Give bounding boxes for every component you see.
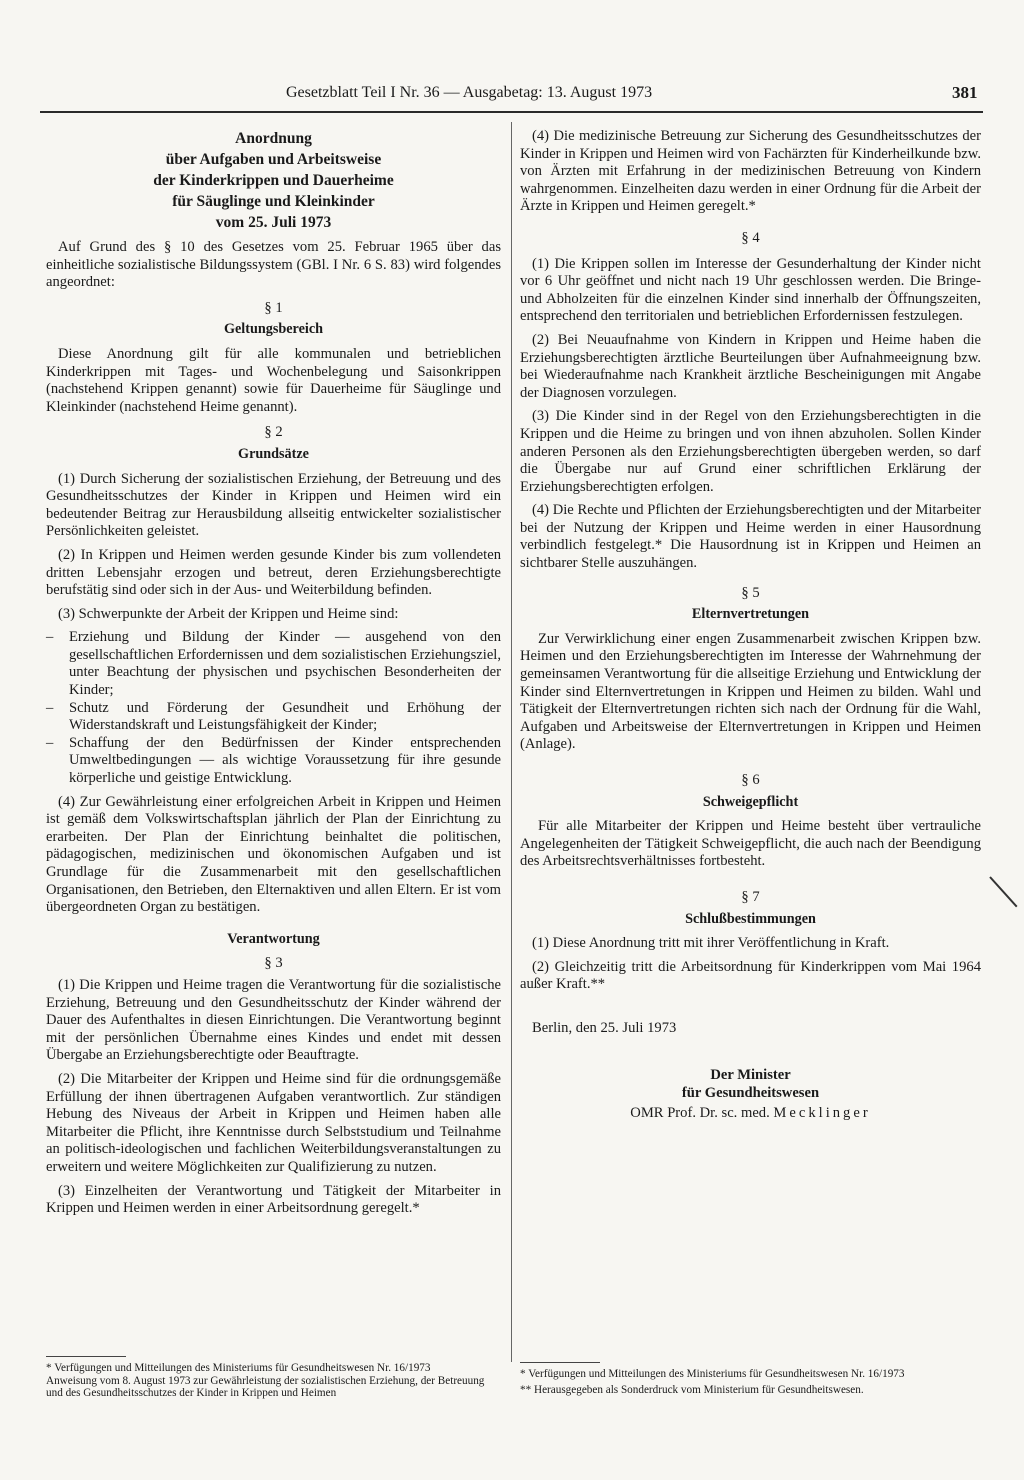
column-divider <box>511 122 512 1362</box>
section-2-heading: Grundsätze <box>238 445 309 462</box>
page-number: 381 <box>952 83 978 102</box>
section-4-paragraph-4: (4) Die Rechte und Pflichten der Erziehungsberechtigten und der Mitarbeiter bei der Nutzung der Krippen und Heime werden in einer Hausordnung verbindlich festgelegt.* Die Hausordnung ist in Krippen und Heimen an sichtbarer Stelle auszuhängen. <box>520 502 981 572</box>
list-item: – Schaffung der den Bedürfnissen der Kinder entsprechenden Umweltbedingungen — als wichtige Voraussetzung für ihre gesunde körperliche und geistige Entwicklung. <box>46 735 501 788</box>
section-2-list <box>46 629 501 787</box>
place-and-date: Berlin, den 25. Juli 1973 <box>532 1019 677 1036</box>
title-line-3: der Kinderkrippen und Dauerheime <box>153 172 394 189</box>
margin-mark <box>989 876 1017 907</box>
section-1-text: Diese Anordnung gilt für alle kommunalen und betrieblichen Kinderkrippen mit Tages- und Wochenbelegung und Saisonkrippen (nachstehend Krippen genannt) sowie für Dauerheime für Säuglinge und Kleinkinder (nachstehend Heime genannt). <box>46 345 501 415</box>
section-2-paragraph-1: (1) Durch Sicherung der sozialistischen Erziehung, der Betreuung und des Gesundheitsschutzes der Kinder in Krippen und Heimen wird ein bedeutender Beitrag zur Herausbildung allseitig entwickelter sozialistischer Persönlichkeiten geleistet. <box>46 470 501 540</box>
list-item: – Erziehung und Bildung der Kinder — ausgehend von den gesellschaftlichen Erfordernissen und dem sozialistischen Erziehungsziel, unter Beachtung der physischen und psychischen Besonderheiten der Kinder; <box>46 629 501 699</box>
section-2-paragraph-2: (2) In Krippen und Heimen werden gesunde Kinder bis zum vollendeten dritten Lebensjahr erzogen und betreut, deren Erziehungsberechtigte berufstätig sind oder sich in der Aus- und Weiterbildung befinden. <box>46 546 501 599</box>
document-title <box>46 128 501 233</box>
running-header: Gesetzblatt Teil I Nr. 36 — Ausgabetag: 13. August 1973 <box>286 84 653 101</box>
section-4-paragraph-2: (2) Bei Neuaufnahme von Kindern in Krippen und Heime haben die Erziehungsberechtigten ärztliche Beurteilungen über Aufnahmeeignung bzw. bei Wiederaufnahme nach Krankheit ärztliche Bescheinigungen mit Angabe der Diagnosen vorzulegen. <box>520 331 981 401</box>
section-3-paragraph-1: (1) Die Krippen und Heime tragen die Verantwortung für die sozialistische Erziehung, Betreuung und den Gesundheitsschutz der Kinder während der Dauer des Aufenthaltes in diesen Einrichtungen. Die Verantwortung beginnt mit der persönlichen Übernahme eines Kindes und endet mit dessen Übergabe an Erziehungsberechtigte oder Beauftragte. <box>46 976 501 1064</box>
header-rule <box>40 111 983 113</box>
title-line-2: über Aufgaben und Arbeitsweise <box>165 151 382 168</box>
section-7-number: § 7 <box>741 888 760 905</box>
section-3-paragraph-4: (4) Die medizinische Betreuung zur Sicherung des Gesundheitsschutzes der Kinder in Krippen und Heimen wird von Fachärzten für Kinderheilkunde bzw. von Ärzten mit Erfahrung in der medizinischen Betreuung von Kindern wahrgenommen. Einzelheiten dazu werden in einer Ordnung für die Arbeit der Ärzte in Krippen und Heimen geregelt.* <box>520 128 981 215</box>
office-title-line-2: für Gesundheitswesen <box>681 1084 820 1101</box>
section-3-paragraph-3: (3) Einzelheiten der Verantwortung und Tätigkeit der Mitarbeiter in Krippen und Heimen werden in einer Arbeitsordnung geregelt.* <box>46 1182 501 1217</box>
preamble: Auf Grund des § 10 des Gesetzes vom 25. Februar 1965 über das einheitliche sozialistische Bildungssystem (GBl. I Nr. 6 S. 83) wird folgendes angeordnet: <box>46 239 501 291</box>
title-line-1: Anordnung <box>235 130 312 147</box>
left-column <box>46 128 501 1224</box>
footnote: Anweisung vom 8. August 1973 zur Gewährleistung der sozialistischen Erziehung, der Betreuung und des Gesundheitsschutzes der Kinder in Krippen und Heimen <box>46 1374 485 1400</box>
footnotes-right <box>520 1362 981 1396</box>
title-date: vom 25. Juli 1973 <box>215 214 332 231</box>
section-2-paragraph-4: (4) Zur Gewährleistung einer erfolgreichen Arbeit in Krippen und Heimen ist gemäß dem Volkswirtschaftsplan jährlich der Plan der Einrichtung zu erarbeiten. Der Plan der Einrichtung beinhaltet die politischen, pädagogischen, medizinischen und ökonomischen Aufgaben und ist Grundlage für die Zusammenarbeit mit den gesellschaftlichen Organisationen, den Betrieben, den Elternaktiven und allen Eltern. Er ist vom übergeordneten Organ zu bestätigen. <box>46 793 501 916</box>
footnotes-left <box>46 1356 501 1400</box>
section-7-heading: Schlußbestimmungen <box>685 910 816 927</box>
section-4-paragraph-3: (3) Die Kinder sind in der Regel von den Erziehungsberechtigten in die Krippen und die Heime zu bringen und von ihnen abzuholen. Sollen Kinder anderen Personen als den Erziehungsberechtigten übergeben werden, so darf die Übergabe nur auf Grund einer schriftlichen Erklärung der Erziehungsberechtigten erfolgen. <box>520 408 981 495</box>
section-6-number: § 6 <box>741 772 760 788</box>
section-4-number: § 4 <box>741 229 760 246</box>
section-3-number: § 3 <box>264 955 283 972</box>
signatory <box>520 1104 981 1122</box>
section-5-heading: Elternvertretungen <box>691 606 810 623</box>
office-title-line-1: Der Minister <box>710 1066 791 1083</box>
section-3-paragraph-2: (2) Die Mitarbeiter der Krippen und Heime sind für die ordnungsgemäße Erfüllung der ihnen übertragenen Aufgaben verantwortlich. Zur ständigen Hebung des Niveaus der Arbeit in Krippen und Heimen haben alle Mitarbeiter die Pflicht, ihre Kenntnisse durch Selbststudium und Teilnahme an politisch-ideologischen und fachlichen Weiterbildungsveranstaltungen zu erweitern und weitere Möglichkeiten zur Qualifizierung zu nutzen. <box>46 1070 501 1175</box>
section-6-heading: Schweigepflicht <box>702 793 799 810</box>
section-2-number: § 2 <box>264 424 283 441</box>
section-2-paragraph-3: (3) Schwerpunkte der Arbeit der Krippen und Heime sind: <box>58 605 399 622</box>
footnote: * Verfügungen und Mitteilungen des Ministeriums für Gesundheitswesen Nr. 16/1973 <box>46 1362 431 1374</box>
list-item: – Schutz und Förderung der Gesundheit und Erhöhung der Widerstandskraft und Leistungsfähigkeit der Kinder; <box>46 700 501 735</box>
section-1-number: § 1 <box>264 299 283 316</box>
footnote-rule <box>46 1356 126 1357</box>
title-line-4: für Säuglinge und Kleinkinder <box>172 193 375 210</box>
section-5-text: Zur Verwirklichung einer engen Zusammenarbeit zwischen Krippen bzw. Heimen und den Erziehungsberechtigten im Interesse der Wahrnehmung der gemeinsamen Verantwortung für die allseitige Erziehung und Entwicklung der Kinder sind Elternvertretungen in Krippen und Heimen zu bilden. Wahl und Tätigkeit der Elternvertretungen richten sich nach der Ordnung für die Wahl, Aufgaben und Arbeitsweise der Elternvertretungen in Krippen und Heimen (Anlage). <box>520 630 981 753</box>
signatory-name: Mecklinger <box>773 1104 871 1121</box>
footnote-rule <box>520 1362 600 1363</box>
section-5-number: § 5 <box>741 584 760 601</box>
signatory-title: OMR Prof. Dr. sc. med. <box>630 1104 770 1121</box>
section-6-text: Für alle Mitarbeiter der Krippen und Heime besteht über vertrauliche Angelegenheiten der Tätigkeit Schweigepflicht, die auch nach der Beendigung des Arbeitsrechtsverhältnisses fortbesteht. <box>520 818 981 870</box>
footnote: * Verfügungen und Mitteilungen des Ministeriums für Gesundheitswesen Nr. 16/1973 <box>520 1368 905 1380</box>
section-4-paragraph-1: (1) Die Krippen sollen im Interesse der Gesunderhaltung der Kinder nicht vor 6 Uhr geöffnet und nicht nach 19 Uhr geschlossen werden. Die Bringe- und Abholzeiten für die einzelnen Kinder sind innerhalb der Öffnungszeiten, entsprechend den territorialen und betrieblichen Erfordernissen festzulegen. <box>520 255 981 325</box>
right-column <box>520 128 981 1122</box>
section-7-paragraph-2: (2) Gleichzeitig tritt die Arbeitsordnung für Kinderkrippen vom Mai 1964 außer Kraft.** <box>520 958 981 993</box>
footnote: ** Herausgegeben als Sonderdruck vom Ministerium für Gesundheitswesen. <box>520 1383 864 1396</box>
section-7-paragraph-1: (1) Diese Anordnung tritt mit ihrer Veröffentlichung in Kraft. <box>532 935 890 952</box>
section-1-heading: Geltungsbereich <box>223 321 324 338</box>
section-3-heading: Verantwortung <box>227 930 320 947</box>
